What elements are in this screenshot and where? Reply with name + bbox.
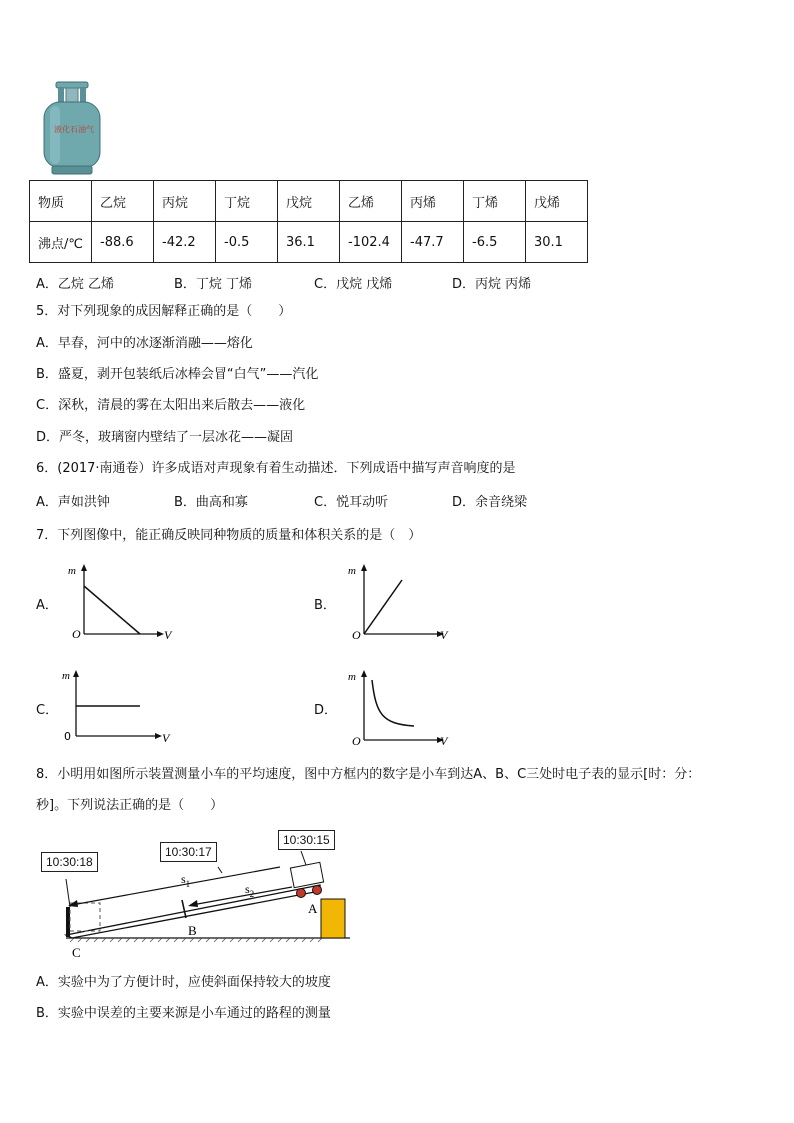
table-cell: 丁烯 xyxy=(464,181,526,222)
timer-b-leader xyxy=(218,867,222,873)
q8-stem-line2: 秒]。下列说法正确的是（ ） xyxy=(36,798,224,813)
axis-x-label: V xyxy=(440,628,448,642)
q6-stem: 6．(2017·南通卷）许多成语对声现象有着生动描述．下列成语中描写声音响度的是 xyxy=(36,461,516,476)
q8-option-a[interactable]: A．实验中为了方便计时，应使斜面保持较大的坡度 xyxy=(36,975,331,990)
timer-b: 10:30:17 xyxy=(160,842,217,862)
axis-x-label: V xyxy=(162,731,170,745)
graph-curve xyxy=(372,680,414,726)
q5-option-b[interactable]: B．盛夏，剥开包装纸后冰棒会冒“白气”——汽化 xyxy=(36,367,319,382)
y-arrow xyxy=(361,564,367,571)
table-row xyxy=(30,222,588,263)
q6-option-d[interactable]: D．余音绕梁 xyxy=(452,495,528,510)
s2-arrowhead xyxy=(188,900,198,907)
table-cell: 丙烯 xyxy=(402,181,464,222)
table-cell: -102.4 xyxy=(340,222,402,263)
table-cell: 戊烷 xyxy=(278,181,340,222)
q8-option-b[interactable]: B．实验中误差的主要来源是小车通过的路程的测量 xyxy=(36,1006,331,1021)
graph-b[interactable] xyxy=(340,560,460,642)
car-wheel xyxy=(313,886,322,895)
q5-stem: 5．对下列现象的成因解释正确的是（ ） xyxy=(36,304,292,319)
q5-option-c[interactable]: C．深秋，清晨的雾在太阳出来后散去——液化 xyxy=(36,398,306,413)
table-cell: 沸点/℃ xyxy=(30,222,92,263)
q6-option-b[interactable]: B．曲高和寡 xyxy=(174,495,248,510)
q4-option-b[interactable]: B．丁烷 丁烯 xyxy=(174,277,253,292)
graph-line xyxy=(84,586,140,634)
axis-y-label: m xyxy=(62,670,70,682)
y-arrow xyxy=(81,564,87,571)
car-wheel xyxy=(297,889,306,898)
table-cell: 戊烯 xyxy=(526,181,588,222)
q8-stem-line1: 8．小明用如图所示装置测量小车的平均速度，图中方框内的数字是小车到达A、B、C三处时电子表的显示[时：分： xyxy=(36,767,701,782)
q5-option-d[interactable]: D．严冬，玻璃窗内壁结了一层冰花——凝固 xyxy=(36,430,294,445)
table-cell: 丙烷 xyxy=(154,181,216,222)
axis-x-label: V xyxy=(164,628,172,642)
graph-a[interactable] xyxy=(60,560,180,642)
table-cell: 30.1 xyxy=(526,222,588,263)
axis-y-label: m xyxy=(348,565,356,577)
point-a-label: A xyxy=(308,901,318,916)
car xyxy=(290,862,323,887)
car-final-position xyxy=(70,903,100,931)
point-b-label: B xyxy=(188,923,197,938)
graph-line xyxy=(364,580,402,634)
origin-label: 0 xyxy=(64,730,71,743)
graph-c[interactable] xyxy=(60,666,180,746)
q7-option-c-label[interactable]: C． xyxy=(36,703,59,718)
support-block xyxy=(321,899,345,938)
timer-a: 10:30:15 xyxy=(278,830,335,850)
q4-option-c[interactable]: C．戊烷 戊烯 xyxy=(314,277,393,292)
timer-c-leader xyxy=(66,879,70,907)
origin-label: O xyxy=(352,734,361,748)
x-arrow xyxy=(155,733,162,739)
q6-option-c[interactable]: C．悦耳动听 xyxy=(314,495,389,510)
q7-stem: 7．下列图像中，能正确反映同种物质的质量和体积关系的是（ ） xyxy=(36,528,422,543)
q7-option-d-label[interactable]: D． xyxy=(314,703,338,718)
table-cell: -42.2 xyxy=(154,222,216,263)
origin-label: O xyxy=(72,627,81,641)
table-cell: -47.7 xyxy=(402,222,464,263)
timer-c: 10:30:18 xyxy=(41,852,98,872)
graph-d[interactable] xyxy=(340,666,460,748)
q6-option-a[interactable]: A．声如洪钟 xyxy=(36,495,110,510)
axis-y-label: m xyxy=(68,565,76,577)
x-arrow xyxy=(157,631,164,637)
timer-a-leader xyxy=(301,851,306,865)
s2-label: $s_2$ xyxy=(245,882,255,899)
q7-option-a-label[interactable]: A． xyxy=(36,598,58,613)
q7-option-b-label[interactable]: B． xyxy=(314,598,336,613)
y-arrow xyxy=(361,670,367,677)
y-arrow xyxy=(73,670,79,677)
table-cell: 物质 xyxy=(30,181,92,222)
table-cell: 36.1 xyxy=(278,222,340,263)
table-row xyxy=(30,181,588,222)
q5-option-a[interactable]: A．早春，河中的冰逐渐消融——熔化 xyxy=(36,336,253,351)
q4-option-a[interactable]: A．乙烷 乙烯 xyxy=(36,277,115,292)
table-cell: -0.5 xyxy=(216,222,278,263)
table-cell: 乙烯 xyxy=(340,181,402,222)
q4-option-d[interactable]: D．丙烷 丙烯 xyxy=(452,277,532,292)
table-cell: -88.6 xyxy=(92,222,154,263)
cylinder-label: 液化石油气 xyxy=(54,125,94,134)
s1-label: $s_1$ xyxy=(181,872,191,889)
table-cell: 丁烷 xyxy=(216,181,278,222)
axis-y-label: m xyxy=(348,671,356,683)
table-cell: 乙烷 xyxy=(92,181,154,222)
origin-label: O xyxy=(352,628,361,642)
end-stop xyxy=(66,907,70,937)
boiling-point-table xyxy=(29,180,588,263)
table-cell: -6.5 xyxy=(464,222,526,263)
axis-x-label: V xyxy=(440,734,448,748)
point-c-label: C xyxy=(72,945,81,960)
